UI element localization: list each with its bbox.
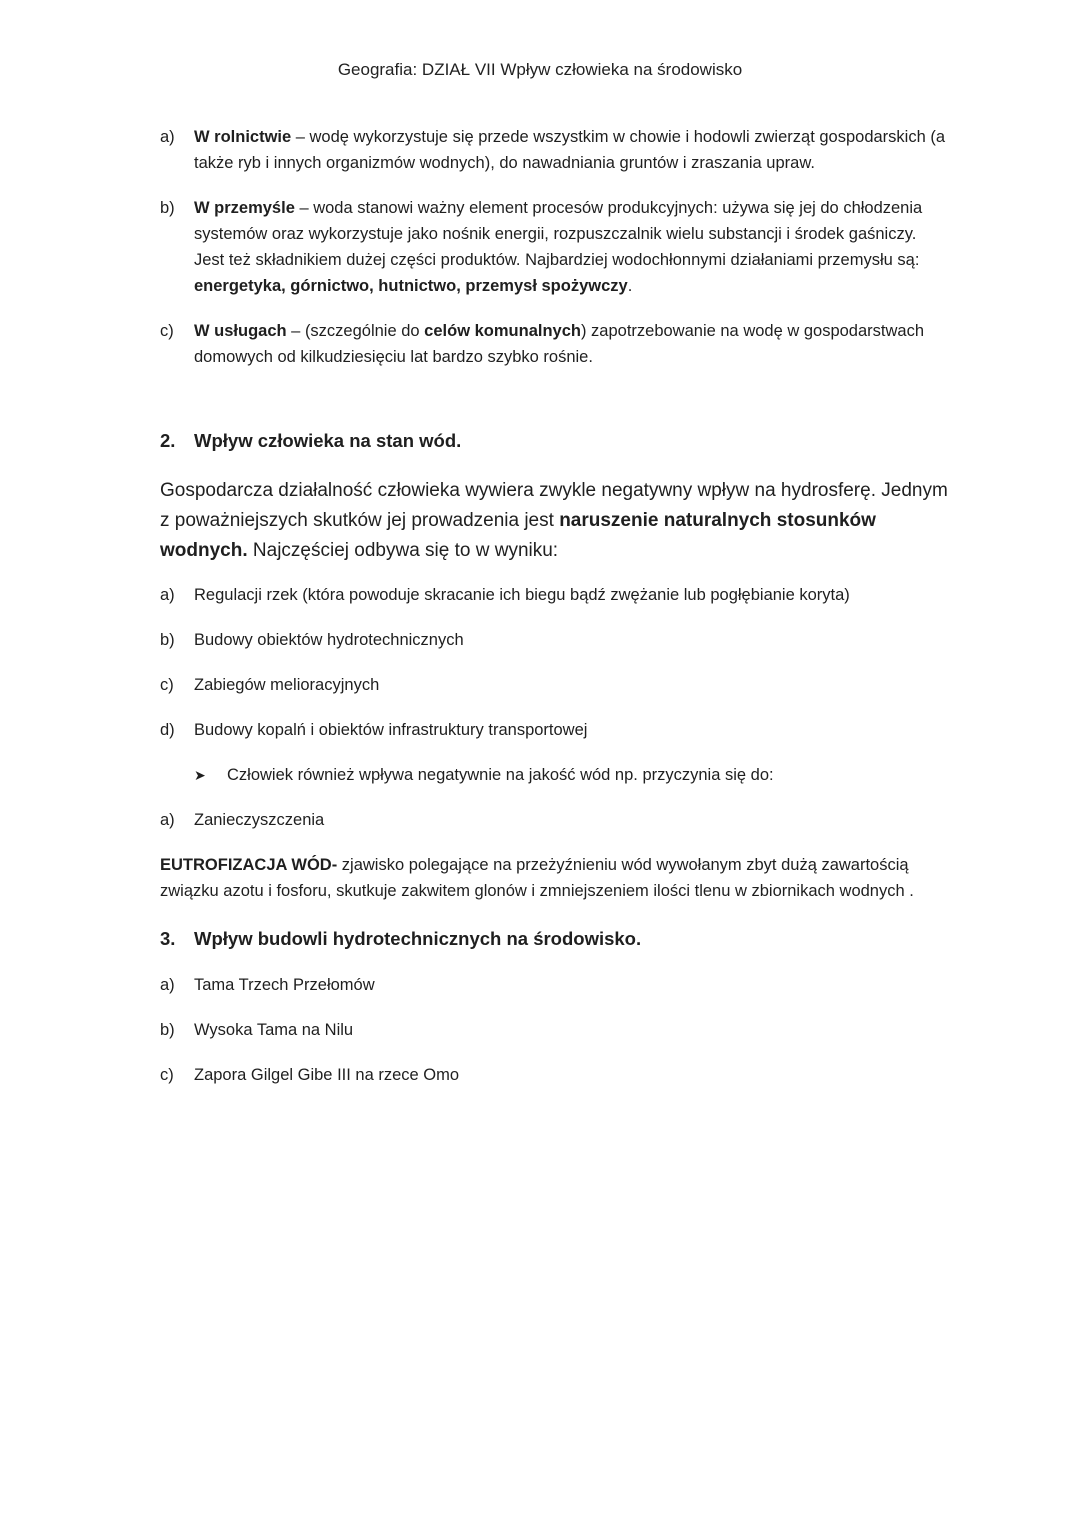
list-item-dam: c) Zapora Gilgel Gibe III na rzece Omo: [160, 1066, 460, 1084]
list-text: W przemyśle – woda stanowi ważny element procesów produkcyjnych: używa się jej do chłodzenia systemów oraz wykorzystuje jako nośnik energii, rozpuszczalnik wielu substancji i środek gaśniczy. Jest też składnikiem dużej części produktów. Najbardziej wodochłonnymi działaniami przemysłu są: energetyka, górnictwo, hutnictwo, przemysł spożywczy.: [194, 199, 923, 295]
list-item-pollution: a) Zanieczyszczenia: [160, 811, 325, 829]
section-3-heading: 3. Wpływ budowli hydrotechnicznych na środowisko.: [160, 928, 642, 949]
arrow-bullet-line: ➤ Człowiek również wpływa negatywnie na jakość wód np. przyczynia się do:: [194, 762, 950, 788]
list-item-cause: a) Regulacji rzek (która powoduje skracanie ich biegu bądź zwężanie lub pogłębianie koryta): [160, 586, 850, 604]
list-item-services: [160, 318, 950, 370]
bold-term: W usługach: [194, 322, 287, 340]
list-item-dam: b) Wysoka Tama na Nilu: [160, 1021, 354, 1039]
list-letter: a): [160, 128, 175, 146]
section-2-heading: 2. Wpływ człowieka na stan wód.: [160, 430, 462, 451]
list-item-industry: [160, 195, 950, 299]
bold-term: W przemyśle: [194, 199, 295, 217]
list-item-cause: c) Zabiegów melioracyjnych: [160, 676, 380, 694]
arrow-bullet-icon: ➤: [194, 767, 206, 783]
bold-term: W rolnictwie: [194, 128, 292, 146]
list-text: W usługach – (szczególnie do celów komunalnych) zapotrzebowanie na wodę w gospodarstwach domowych od kilkudziesięciu lat bardzo szybko rośnie.: [194, 322, 925, 366]
page-header: Geografia: DZIAŁ VII Wpływ człowieka na środowisko: [337, 60, 743, 79]
document-body: [160, 124, 950, 1107]
list-letter: c): [160, 322, 174, 340]
list-item-cause: b) Budowy obiektów hydrotechnicznych: [160, 631, 464, 649]
eutrophication-definition: EUTROFIZACJA WÓD- zjawisko polegające na przeżyźnieniu wód wywołanym zbyt dużą zawartością związku azotu i fosforu, skutkuje zakwitem glonów i zmniejszeniem ilości tlenu w zbiornikach wodnych .: [160, 856, 914, 900]
list-item-cause: d) Budowy kopalń i obiektów infrastruktury transportowej: [160, 721, 588, 739]
list-text: W rolnictwie – wodę wykorzystuje się przede wszystkim w chowie i hodowli zwierząt gospodarskich (a także ryb i innych organizmów wodnych), do nawadniania gruntów i zraszania upraw.: [194, 128, 946, 172]
list-item-agriculture: [160, 124, 950, 176]
list-item-dam: a) Tama Trzech Przełomów: [160, 976, 375, 994]
list-letter: b): [160, 199, 175, 217]
bold-industries: energetyka, górnictwo, hutnictwo, przemysł spożywczy: [194, 277, 628, 295]
eutrophication-term: EUTROFIZACJA WÓD-: [160, 856, 338, 874]
bold-intro: naruszenie naturalnych stosunków wodnych.: [160, 510, 876, 561]
section-2-intro: Gospodarcza działalność człowieka wywiera zwykle negatywny wpływ na hydrosferę. Jednym z poważniejszych skutków jej prowadzenia jest naruszenie naturalnych stosunków wodnych. Najczęściej odbywa się to w wyniku:: [160, 480, 948, 561]
bold-municipal: celów komunalnych: [424, 322, 581, 340]
